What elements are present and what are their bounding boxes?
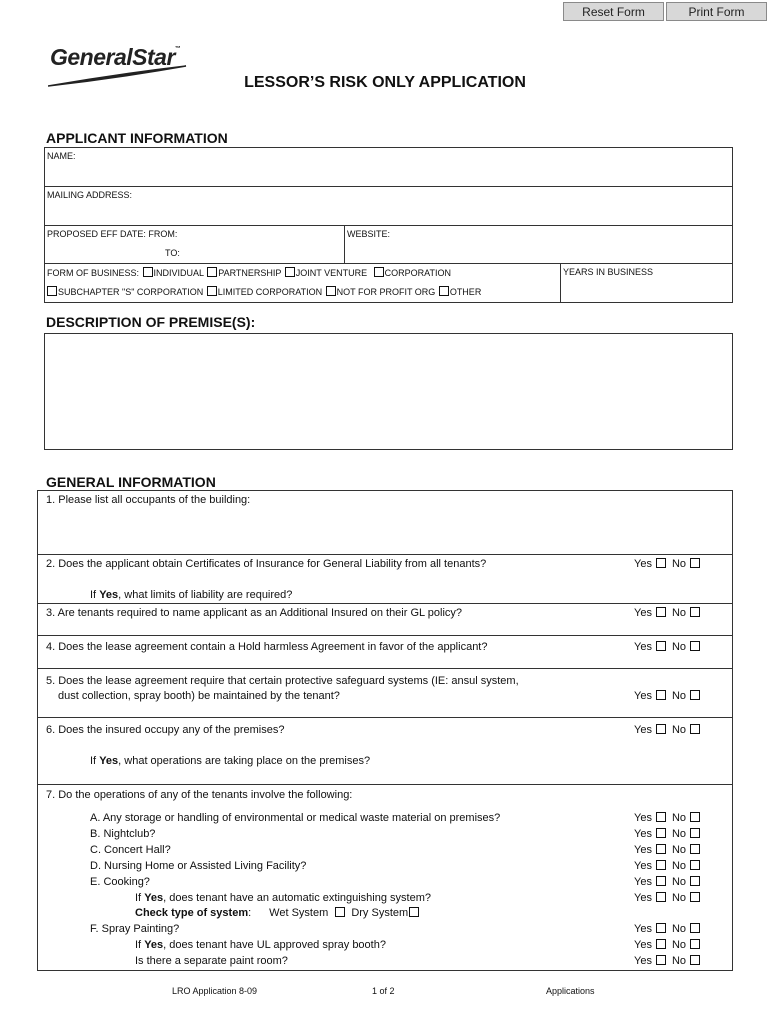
q7c-no-checkbox[interactable] — [690, 844, 700, 854]
q4-no-checkbox[interactable] — [690, 641, 700, 651]
q7d-yes-checkbox[interactable] — [656, 860, 666, 870]
q6-no-checkbox[interactable] — [690, 724, 700, 734]
mailing-address-label: MAILING ADDRESS: — [47, 190, 133, 200]
no-label: No — [671, 892, 687, 904]
no-label: No — [671, 641, 687, 653]
question-3-yes-no — [634, 607, 700, 619]
yes-label: Yes — [634, 955, 652, 967]
other-checkbox[interactable] — [439, 286, 449, 296]
joint-venture-label: JOINT VENTURE — [295, 268, 368, 278]
no-label: No — [671, 939, 687, 951]
question-7f-yes-no — [634, 923, 700, 935]
print-form-label: Print Form — [688, 5, 745, 19]
corporation-checkbox[interactable] — [374, 267, 384, 277]
question-4: 4. Does the lease agreement contain a Hold harmless Agreement in favor of the applicant? — [46, 641, 488, 653]
question-5: 5. Does the lease agreement require that certain protective safeguard systems (IE: ansul system, — [46, 675, 519, 687]
mailing-address-field[interactable] — [140, 189, 730, 223]
q7e1-if: If — [135, 892, 142, 904]
question-7a: A. Any storage or handling of environmental or medical waste material on premises? — [90, 812, 501, 824]
q7b-yes-checkbox[interactable] — [656, 828, 666, 838]
yes-label: Yes — [634, 844, 652, 856]
question-5-yes-no — [634, 690, 700, 702]
yes-label: Yes — [634, 690, 652, 702]
q2-no-checkbox[interactable] — [690, 558, 700, 568]
form-of-business-row2 — [46, 286, 481, 297]
question-7d-yes-no — [634, 860, 700, 872]
q7f2-no-checkbox[interactable] — [690, 955, 700, 965]
dry-system-checkbox[interactable] — [409, 907, 419, 917]
footer-page-number: 1 of 2 — [372, 986, 395, 996]
no-label: No — [671, 923, 687, 935]
question-2-followup — [90, 589, 292, 601]
q6-rest: , what operations are taking place on the premises? — [118, 755, 371, 767]
q2-rest: , what limits of liability are required? — [118, 589, 293, 601]
question-7b-yes-no — [634, 828, 700, 840]
check-type-of-system-row — [135, 907, 420, 919]
subchapter-s-label: SUBCHAPTER "S" CORPORATION — [58, 287, 204, 297]
q7e-yes-checkbox[interactable] — [656, 876, 666, 886]
q7e1-no-checkbox[interactable] — [690, 892, 700, 902]
question-7e-followup — [135, 892, 431, 904]
q7d-no-checkbox[interactable] — [690, 860, 700, 870]
no-label: No — [671, 828, 687, 840]
yes-label: Yes — [634, 641, 652, 653]
q6-yes-checkbox[interactable] — [656, 724, 666, 734]
applicant-section-title: APPLICANT INFORMATION — [46, 130, 228, 146]
limited-corporation-checkbox[interactable] — [207, 286, 217, 296]
q7f2-yes-checkbox[interactable] — [656, 955, 666, 965]
check-type-label: Check type of system — [135, 907, 249, 919]
no-label: No — [671, 812, 687, 824]
reset-form-label: Reset Form — [582, 5, 645, 19]
q7c-yes-checkbox[interactable] — [656, 844, 666, 854]
question-7f: F. Spray Painting? — [90, 923, 180, 935]
logo-text: GeneralStar — [50, 44, 175, 70]
wet-system-checkbox[interactable] — [335, 907, 345, 917]
occupants-field[interactable] — [46, 510, 726, 550]
not-for-profit-checkbox[interactable] — [326, 286, 336, 296]
individual-checkbox[interactable] — [143, 267, 153, 277]
individual-label: INDIVIDUAL — [153, 268, 204, 278]
limited-corporation-label: LIMITED CORPORATION — [217, 287, 323, 297]
no-label: No — [671, 724, 687, 736]
footer-form-id: LRO Application 8-09 — [172, 986, 258, 996]
question-4-yes-no — [634, 641, 700, 653]
yes-label: Yes — [634, 724, 652, 736]
question-3: 3. Are tenants required to name applicant as an Additional Insured on their GL policy? — [46, 607, 463, 619]
q7a-no-checkbox[interactable] — [690, 812, 700, 822]
question-5-continued: dust collection, spray booth) be maintained by the tenant? — [58, 690, 340, 702]
general-section-title: GENERAL INFORMATION — [46, 474, 216, 490]
joint-venture-checkbox[interactable] — [285, 267, 295, 277]
website-field[interactable] — [395, 228, 730, 261]
check-type-colon: : — [248, 907, 252, 919]
no-label: No — [671, 558, 687, 570]
eff-date-to-label: TO: — [165, 248, 180, 258]
yes-label: Yes — [634, 860, 652, 872]
years-in-business-field[interactable] — [563, 280, 730, 300]
corporation-label: CORPORATION — [384, 268, 451, 278]
q6-if: If — [90, 755, 97, 767]
q7f1-no-checkbox[interactable] — [690, 939, 700, 949]
yes-label: Yes — [634, 828, 652, 840]
eff-date-from-label: PROPOSED EFF DATE: FROM: — [47, 229, 178, 239]
document-title: LESSOR’S RISK ONLY APPLICATION — [244, 74, 526, 91]
premises-section-title: DESCRIPTION OF PREMISE(S): — [46, 314, 256, 330]
yes-label: Yes — [634, 892, 652, 904]
question-7f-followup-yes-no — [634, 939, 700, 951]
q6-yes-bold: Yes — [99, 755, 119, 767]
q7e-no-checkbox[interactable] — [690, 876, 700, 886]
wet-system-label: Wet System — [269, 907, 329, 919]
q2-if: If — [90, 589, 97, 601]
question-7f-paint-room-yes-no — [634, 955, 700, 967]
logo-tm: ™ — [174, 46, 181, 52]
question-1: 1. Please list all occupants of the building: — [46, 494, 251, 506]
no-label: No — [671, 860, 687, 872]
q7f1-rest: , does tenant have UL approved spray booth? — [163, 939, 386, 951]
no-label: No — [671, 607, 687, 619]
yes-label: Yes — [634, 812, 652, 824]
eff-date-from-field[interactable] — [180, 228, 340, 244]
no-label: No — [671, 690, 687, 702]
no-label: No — [671, 955, 687, 967]
q7f1-yes-checkbox[interactable] — [656, 939, 666, 949]
no-label: No — [671, 844, 687, 856]
q7f-yes-checkbox[interactable] — [656, 923, 666, 933]
q7e1-rest: , does tenant have an automatic extinguishing system? — [163, 892, 431, 904]
years-in-business-label: YEARS IN BUSINESS — [563, 267, 654, 277]
yes-label: Yes — [634, 939, 652, 951]
partnership-checkbox[interactable] — [207, 267, 217, 277]
name-label: NAME: — [47, 151, 76, 161]
eff-date-to-field[interactable] — [182, 246, 340, 262]
q7e1-yes-bold: Yes — [144, 892, 164, 904]
question-2-yes-no — [634, 558, 700, 570]
q2-yes-checkbox[interactable] — [656, 558, 666, 568]
question-7e: E. Cooking? — [90, 876, 150, 888]
q3-yes-checkbox[interactable] — [656, 607, 666, 617]
q4-yes-checkbox[interactable] — [656, 641, 666, 651]
yes-label: Yes — [634, 876, 652, 888]
no-label: No — [671, 876, 687, 888]
yes-label: Yes — [634, 607, 652, 619]
question-7b: B. Nightclub? — [90, 828, 156, 840]
q7e1-yes-checkbox[interactable] — [656, 892, 666, 902]
dry-system-label: Dry System — [351, 907, 409, 919]
question-6-followup — [90, 755, 370, 767]
question-7f-followup — [135, 939, 386, 951]
question-7c-yes-no — [634, 844, 700, 856]
not-for-profit-label: NOT FOR PROFIT ORG — [336, 287, 436, 297]
print-form-button[interactable] — [666, 2, 767, 21]
question-2: 2. Does the applicant obtain Certificates of Insurance for General Liability from all tenants? — [46, 558, 487, 570]
name-field[interactable] — [120, 150, 730, 184]
reset-form-button[interactable] — [563, 2, 664, 21]
form-of-business-row1 — [47, 267, 451, 278]
website-label: WEBSITE: — [347, 229, 391, 239]
question-7: 7. Do the operations of any of the tenants involve the following: — [46, 789, 353, 801]
other-label: OTHER — [449, 287, 482, 297]
question-6-yes-no — [634, 724, 700, 736]
q7f-no-checkbox[interactable] — [690, 923, 700, 933]
question-7f-paint-room: Is there a separate paint room? — [135, 955, 288, 967]
q5-yes-checkbox[interactable] — [656, 690, 666, 700]
q7f1-yes-bold: Yes — [144, 939, 164, 951]
q7a-yes-checkbox[interactable] — [656, 812, 666, 822]
question-7e-yes-no — [634, 876, 700, 888]
question-7c: C. Concert Hall? — [90, 844, 171, 856]
yes-label: Yes — [634, 923, 652, 935]
q7b-no-checkbox[interactable] — [690, 828, 700, 838]
question-6: 6. Does the insured occupy any of the premises? — [46, 724, 285, 736]
footer-category: Applications — [546, 986, 595, 996]
premises-description-field[interactable] — [44, 333, 733, 450]
yes-label: Yes — [634, 558, 652, 570]
form-of-business-label: FORM OF BUSINESS: — [47, 268, 140, 278]
question-7e-followup-yes-no — [634, 892, 700, 904]
question-7d: D. Nursing Home or Assisted Living Facility? — [90, 860, 307, 872]
q7f1-if: If — [135, 939, 142, 951]
subchapter-s-checkbox[interactable] — [47, 286, 57, 296]
q2-yes-bold: Yes — [99, 589, 119, 601]
question-7a-yes-no — [634, 812, 700, 824]
partnership-label: PARTNERSHIP — [218, 268, 282, 278]
q3-no-checkbox[interactable] — [690, 607, 700, 617]
q5-no-checkbox[interactable] — [690, 690, 700, 700]
